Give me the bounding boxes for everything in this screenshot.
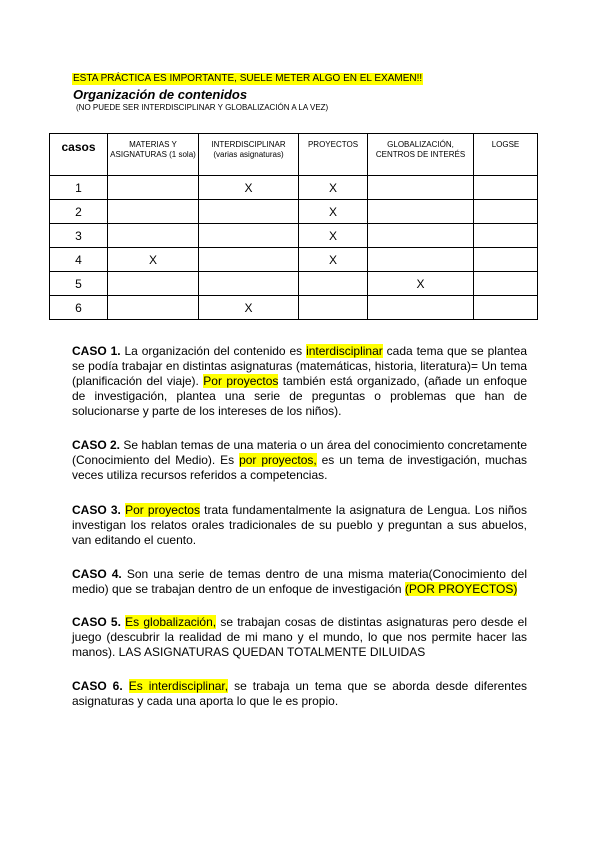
- table-row: [50, 272, 538, 296]
- case-1-text: La organización del contenido es: [120, 344, 307, 358]
- header-interdisciplinar: INTERDISCIPLINAR (varias asignaturas): [199, 134, 299, 176]
- case-5-label: CASO 5.: [72, 615, 121, 629]
- table-cell: X: [299, 224, 368, 248]
- table-cell: 1: [50, 176, 108, 200]
- header-materias: MATERIAS Y ASIGNATURAS (1 sola): [108, 134, 199, 176]
- case-3-label: CASO 3.: [72, 503, 121, 517]
- case-6-text: se trabaja un tema que se aborda desde diferentes asignaturas y cada una aporta lo que le es propio.: [72, 679, 527, 708]
- table-cell: [474, 224, 538, 248]
- table-cell: 6: [50, 296, 108, 320]
- table-cell: [368, 248, 474, 272]
- case-1-text: cada tema que se plantea se podía trabajar en distintas asignaturas (matemáticas, historia, literatura)= Un tema (planificación del viaje).: [72, 344, 527, 388]
- case-4-highlight: (POR PROYECTOS): [404, 582, 518, 596]
- table-cell: [474, 248, 538, 272]
- page-subtitle: (NO PUEDE SER INTERDISCIPLINAR Y GLOBALIZACIÓN A LA VEZ): [76, 103, 329, 112]
- table-cell: [108, 176, 199, 200]
- table-row: [50, 176, 538, 200]
- case-6-label: CASO 6.: [72, 679, 123, 693]
- case-2-highlight: por proyectos,: [239, 453, 317, 467]
- table-cell: [108, 296, 199, 320]
- table-cell: X: [299, 200, 368, 224]
- cases-table: [49, 133, 538, 320]
- table-cell: [108, 200, 199, 224]
- case-4-label: CASO 4.: [72, 567, 122, 581]
- case-2-text: es un tema de investigación, muchas veces utiliza recursos referidos a competencias.: [72, 453, 527, 482]
- table-cell: [108, 224, 199, 248]
- table-cell: 2: [50, 200, 108, 224]
- table-row: [50, 200, 538, 224]
- table-cell: [474, 296, 538, 320]
- header-logse: LOGSE: [474, 134, 538, 176]
- case-3-text: trata fundamentalmente la asignatura de Lengua. Los niños investigan los relatos orales tradicionales de su pueblo y preguntan a sus abuelos, van editando el cuento.: [72, 503, 527, 547]
- table-cell: [199, 224, 299, 248]
- table-cell: [368, 200, 474, 224]
- case-1-highlight-proyectos: Por proyectos: [203, 374, 279, 388]
- table-cell: [199, 200, 299, 224]
- table-cell: X: [299, 248, 368, 272]
- table-header-row: [50, 134, 538, 176]
- table-cell: [474, 200, 538, 224]
- table-row: [50, 248, 538, 272]
- case-4-paragraph: [72, 567, 527, 597]
- case-2-label: CASO 2.: [72, 438, 121, 452]
- table-cell: [368, 296, 474, 320]
- case-1-highlight-interdisciplinar: interdisciplinar: [306, 344, 383, 358]
- table-cell: X: [199, 176, 299, 200]
- case-4-text: Son una serie de temas dentro de una misma materia(Conocimiento del medio) que se trabajan dentro de un enfoque de investigación: [72, 567, 528, 596]
- case-5-paragraph: [72, 615, 527, 660]
- case-3-paragraph: [72, 503, 527, 548]
- table-cell: [368, 224, 474, 248]
- table-row: [50, 224, 538, 248]
- case-1-paragraph: [72, 344, 527, 419]
- table-cell: X: [199, 296, 299, 320]
- table-cell: [474, 272, 538, 296]
- case-5-text: se trabajan cosas de distintas asignaturas pero desde el juego (descubrir la realidad de mi mano y el mundo, lo que nos permite hacer las manos). LAS ASIGNATURAS QUEDAN TOTALMENTE DILUIDAS: [72, 615, 527, 659]
- case-2-text: Se hablan temas de una materia o un área del conocimiento concretamente (Conocimiento del Medio). Es: [72, 438, 528, 467]
- header-globalizacion: GLOBALIZACIÓN, CENTROS DE INTERÉS: [368, 134, 474, 176]
- table-cell: X: [368, 272, 474, 296]
- case-2-paragraph: [72, 438, 527, 483]
- page-title: Organización de contenidos: [73, 87, 248, 102]
- table-cell: [108, 272, 199, 296]
- case-1-text: también está organizado, (añade un enfoque de investigación, plantea una serie de preguntas o problemas que han de solucionarse y parte de los intereses de los niños).: [72, 374, 527, 418]
- table-cell: 5: [50, 272, 108, 296]
- table-row: [50, 296, 538, 320]
- case-5-highlight: Es globalización,: [125, 615, 217, 629]
- header-proyectos: PROYECTOS: [299, 134, 368, 176]
- header-casos: casos: [50, 134, 108, 176]
- table-cell: [368, 176, 474, 200]
- case-6-text: [123, 679, 129, 693]
- exam-warning: ESTA PRÁCTICA ES IMPORTANTE, SUELE METER ALGO EN EL EXAMEN!!: [73, 73, 423, 84]
- case-6-paragraph: [72, 679, 527, 709]
- table-cell: X: [108, 248, 199, 272]
- table-cell: [299, 272, 368, 296]
- case-3-highlight: Por proyectos: [125, 503, 200, 517]
- case-1-label: CASO 1.: [72, 344, 121, 358]
- table-cell: X: [299, 176, 368, 200]
- table-cell: [199, 248, 299, 272]
- table-cell: 3: [50, 224, 108, 248]
- table-cell: [299, 296, 368, 320]
- table-cell: [474, 176, 538, 200]
- table-cell: [199, 272, 299, 296]
- case-6-highlight: Es interdisciplinar,: [128, 679, 229, 693]
- table-cell: 4: [50, 248, 108, 272]
